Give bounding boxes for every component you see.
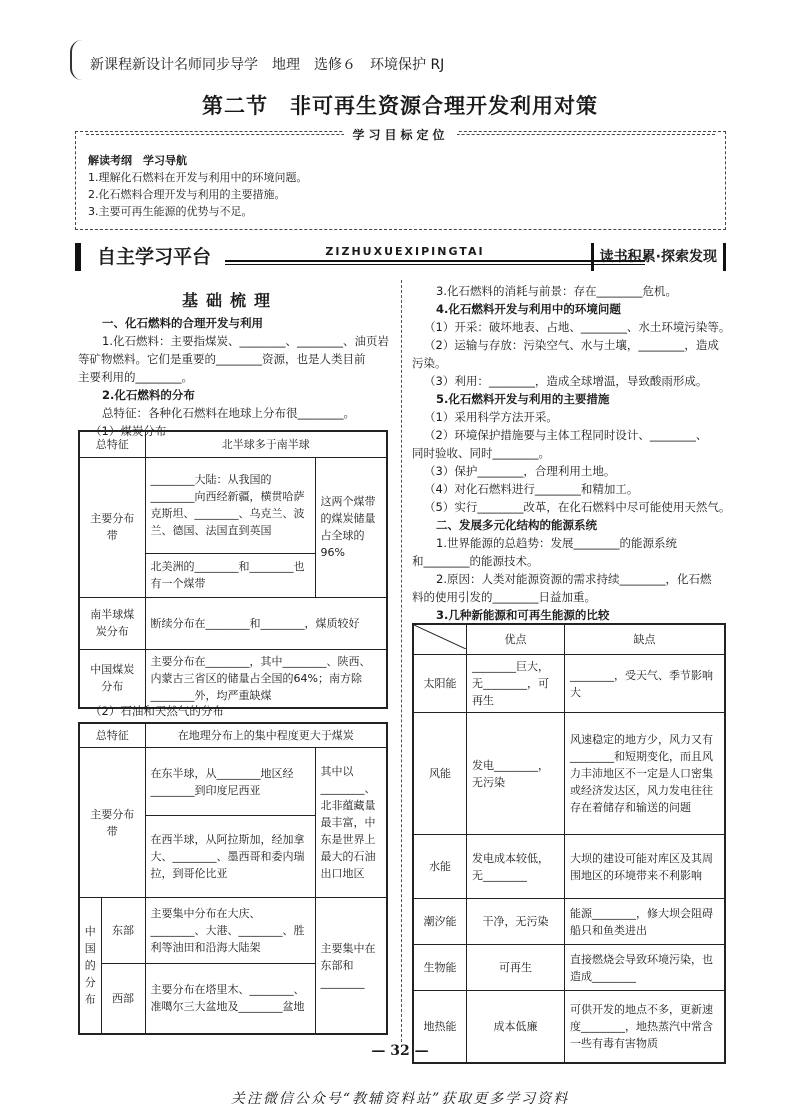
table-cell: 可再生	[467, 945, 565, 991]
diagonal-line	[414, 625, 466, 649]
table-cell: 其中以________、北非蕴藏量最丰富，中东是世界上最大的石油出口地区	[315, 748, 387, 898]
table-cell: 主要分布在塔里木、________、准噶尔三大盆地及________盆地	[145, 964, 315, 1034]
table-cell: 主要集中分布在大庆、________、大港、________、胜利等油田和沿海大陆架	[145, 898, 315, 964]
table-cell: 主要分布在________，其中________、陕西、内蒙古三省区的储量占全国的64%；南方除________外，均严重缺煤	[145, 649, 387, 708]
text-line: （2）运输与存放：污染空气、水与土壤，________，造成	[424, 338, 719, 352]
text-line: 和________的能源技术。	[412, 554, 539, 568]
text-line: 3.化石燃料的消耗与前景：存在________危机。	[436, 284, 677, 298]
oil-gas-table	[78, 722, 388, 1035]
oil-caption: （2）石油和天然气的分布	[90, 704, 224, 718]
banner-left-title: 自主学习平台	[75, 243, 219, 271]
learning-goals-box	[75, 128, 726, 230]
page-number: — 32 —	[371, 1043, 429, 1059]
text-line: 1.化石燃料：主要指煤炭、________、________、油页岩	[102, 334, 389, 348]
text-line: 同时验收、同时________。	[412, 446, 550, 460]
table-cell: 干净，无污染	[467, 899, 565, 945]
table-cell: 主要集中在东部和________	[315, 898, 387, 1034]
diagonal-header-cell	[413, 624, 467, 655]
page-title: 第二节 非可再生资源合理开发利用对策	[202, 94, 598, 118]
table-cell: 北美洲的________和________也有一个煤带	[145, 553, 315, 597]
right-column	[412, 282, 731, 624]
text-line: （3）保护________，合理利用土地。	[424, 464, 616, 478]
subheading: 3.几种新能源和可再生能源的比较	[436, 608, 610, 622]
table-cell: ________巨大，无________，可再生	[467, 655, 565, 713]
row-label: 生物能	[413, 945, 467, 991]
text-line: （3）利用：________，造成全球增温，导致酸雨形成。	[424, 374, 708, 388]
table-cell: 可供开发的地点不多，更新速度________，地热蒸汽中常含一些有毒有害物质	[565, 991, 726, 1063]
table-cell: 发电成本较低，无________	[467, 835, 565, 899]
column-divider	[401, 280, 402, 1042]
text-line: 2.原因：人类对能源资源的需求持续________，化石燃	[436, 572, 712, 586]
row-label: 太阳能	[413, 655, 467, 713]
banner-rule	[225, 264, 645, 265]
row-label: 南半球煤炭分布	[79, 597, 145, 649]
goal-item: 1.理解化石燃料在开发与利用中的环境问题。	[88, 171, 308, 184]
row-label: 地热能	[413, 991, 467, 1063]
table-cell: 在东半球，从________地区经________到印度尼西亚	[145, 748, 315, 816]
table-caption: （1）煤炭分布	[90, 424, 167, 438]
running-header: 新课程新设计名师同步导学 地理 选修６ 环境保护 RJ	[90, 57, 445, 73]
text-line: （1）采用科学方法开采。	[424, 410, 558, 424]
subheading: 4.化石燃料开发与利用中的环境问题	[436, 302, 621, 316]
row-label: 东部	[101, 898, 145, 964]
table-cell: 成本低廉	[467, 991, 565, 1063]
basic-review-title: 基础梳理	[181, 291, 278, 310]
energy-comparison-table	[412, 623, 726, 1064]
table-cell: 能源________，修大坝会阻碍船只和鱼类进出	[565, 899, 726, 945]
text-line: 1.世界能源的总趋势：发展________的能源系统	[436, 536, 677, 550]
text-line: 污染。	[412, 356, 447, 370]
text-line: 料的使用引发的________日益加重。	[412, 590, 596, 604]
row-label: 中国的分布	[79, 898, 101, 1034]
goal-item: 2.化石燃料合理开发与利用的主要措施。	[88, 188, 286, 201]
table-header: 缺点	[565, 624, 726, 655]
table-cell: 这两个煤带的煤炭储量占全球的96%	[315, 457, 387, 597]
goal-body	[88, 152, 308, 220]
section-heading: 一、化石燃料的合理开发与利用	[102, 316, 263, 330]
table-cell: 风速稳定的地方少，风力又有________和短期变化，而且风力丰沛地区不一定是人口密集或经济发达区，风力发电往往存在着储存和输送的问题	[565, 713, 726, 835]
header-brace	[70, 40, 84, 80]
row-label: 风能	[413, 713, 467, 835]
table-cell: 大坝的建设可能对库区及其周围地区的环境带来不利影响	[565, 835, 726, 899]
row-label: 潮汐能	[413, 899, 467, 945]
text-line: （5）实行________改革，在化石燃料中尽可能使用天然气。	[424, 500, 731, 514]
section-banner	[75, 243, 726, 271]
row-label: 中国煤炭分布	[79, 649, 145, 708]
text-line: （4）对化石燃料进行________和精加工。	[424, 482, 639, 496]
row-label: 水能	[413, 835, 467, 899]
goal-banner	[76, 126, 725, 143]
table-cell: 断续分布在________和________，煤质较好	[145, 597, 387, 649]
banner-pinyin: ZIZHUXUEXIPINGTAI	[325, 245, 485, 258]
goal-item: 3.主要可再生能源的优势与不足。	[88, 205, 253, 218]
banner-right-title: 读书积累·探索发现	[591, 243, 726, 271]
footer-note: 关注微信公众号“教辅资料站”获取更多学习资料	[230, 1091, 570, 1107]
subheading: 2.化石燃料的分布	[102, 388, 195, 402]
table-cell: 直接燃烧会导致环境污染，也造成________	[565, 945, 726, 991]
text-line: 主要利用的________。	[78, 370, 193, 384]
coal-table	[78, 430, 388, 709]
table-cell: ________大陆：从我国的________向西经新疆，横贯哈萨克斯坦、________、乌克兰、波兰、德国、法国直到英国	[145, 457, 315, 553]
banner-rule	[225, 260, 645, 262]
table-cell: 在西半球，从阿拉斯加，经加拿大、________、墨西哥和委内瑞拉，到哥伦比亚	[145, 816, 315, 898]
left-column	[78, 314, 393, 440]
row-label: 主要分布带	[79, 748, 145, 898]
table-header: 总特征	[79, 723, 145, 748]
goal-heading: 解读考纲 学习导航	[88, 154, 187, 167]
goal-banner-text: 学习目标定位	[344, 128, 456, 142]
text-line: 等矿物燃料。它们是重要的________资源，也是人类目前	[78, 352, 366, 366]
table-header: 北半球多于南半球	[145, 431, 387, 457]
table-header: 总特征	[79, 431, 145, 457]
row-label: 主要分布带	[79, 457, 145, 597]
section-heading: 二、发展多元化结构的能源系统	[436, 518, 597, 532]
text-line: 总特征：各种化石燃料在地球上分布很________。	[102, 406, 355, 420]
table-cell: 发电________，无污染	[467, 713, 565, 835]
row-label: 西部	[101, 964, 145, 1034]
table-header: 优点	[467, 624, 565, 655]
subheading: 5.化石燃料开发与利用的主要措施	[436, 392, 610, 406]
text-line: （1）开采：破坏地表、占地、________、水土环境污染等。	[424, 320, 731, 334]
text-line: （2）环境保护措施要与主体工程同时设计、________、	[424, 428, 708, 442]
table-cell: ________，受天气、季节影响大	[565, 655, 726, 713]
table-header: 在地理分布上的集中程度更大于煤炭	[145, 723, 387, 748]
